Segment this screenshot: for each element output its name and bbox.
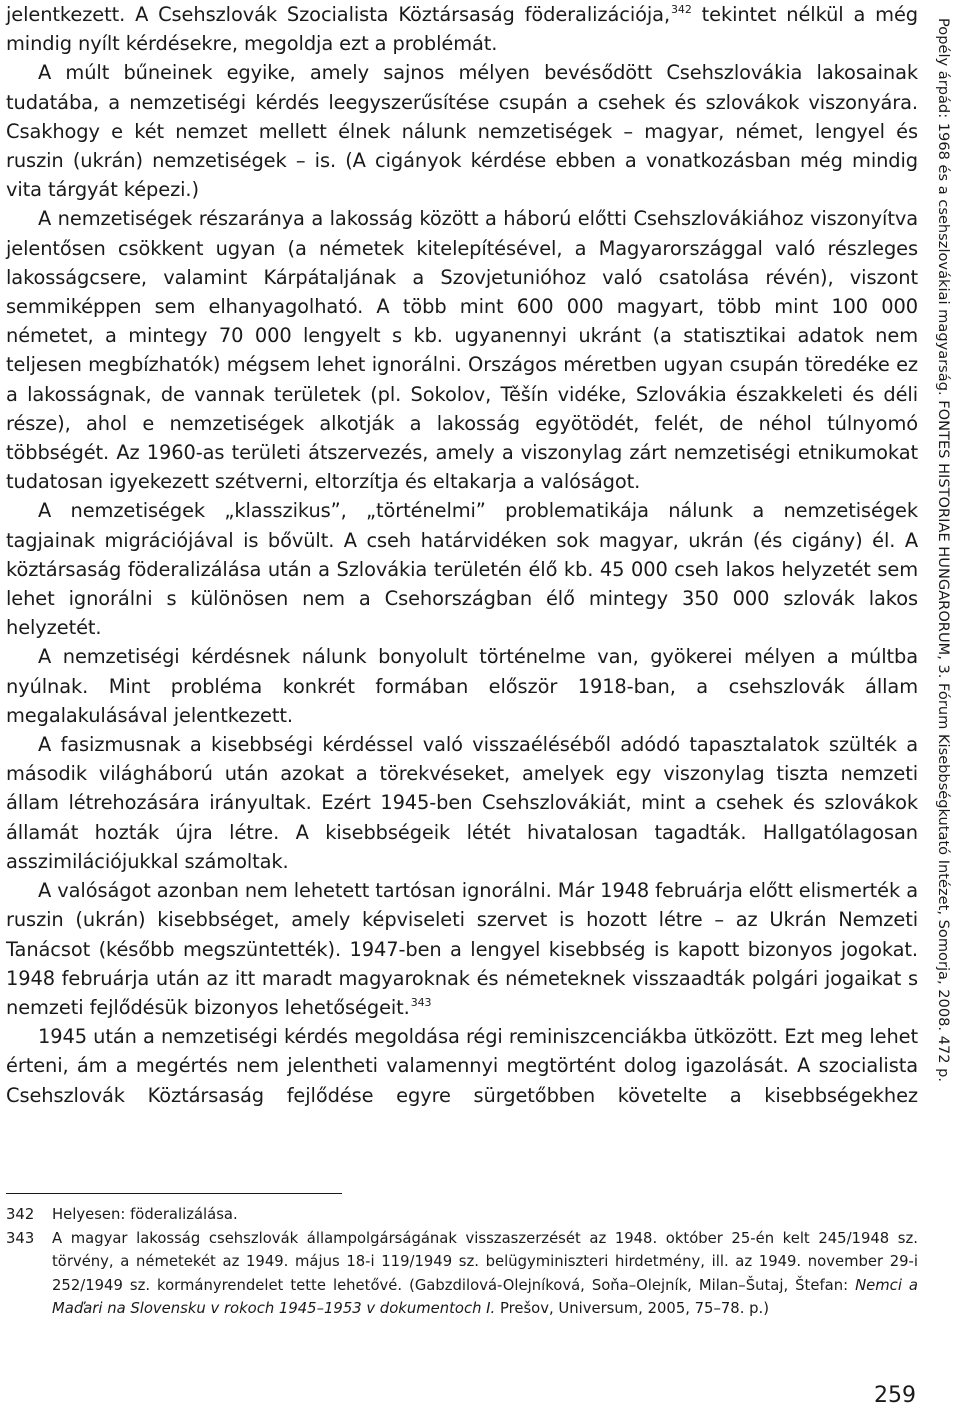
footnotes	[6, 1203, 918, 1321]
paragraph-1-text: jelentkezett. A Csehszlovák Szocialista Köztársaság föderalizációja,	[6, 3, 671, 26]
paragraph-5: A nemzetiségi kérdésnek nálunk bonyolult történelme van, gyökerei mélyen a múltba nyúlnak. Mint probléma konkrét formában először 1918-ban, a csehszlovák állam megalakulásával jelentkezett.	[6, 645, 918, 727]
paragraph-8: 1945 után a nemzetiségi kérdés megoldása régi reminiszcenciákba ütközött. Ezt meg lehet érteni, ám a megértés nem jelentheti valamennyi megtörtént dolog igazolását. A szocialista Csehszlovák Köztársaság fejlődése egyre sürgetőbben követelte a kisebbségekhez	[6, 1025, 918, 1107]
footnote-text-end: Prešov, Universum, 2005, 75–78. p.)	[495, 1300, 769, 1317]
footnote-ref-343[interactable]: 343	[410, 995, 432, 1009]
paragraph-2: A múlt bűneinek egyike, amely sajnos mélyen bevésődött Csehszlovákia lakosainak tudatába, a nemzetiségi kérdés leegyszerűsítése csupán a csehek és szlovákok viszonyára. Csakhogy e két nemzet mellett élnek nálunk nemzetiségek – magyar, német, lengyel és ruszin (ukrán) nemzetiségek – is. (A cigányok kérdése ebben a vonatkozásban még mindig vita tárgyát képezi.)	[6, 61, 918, 202]
footnote-342	[6, 1203, 918, 1227]
running-header	[928, 0, 958, 1140]
paragraph-6: A fasizmusnak a kisebbségi kérdéssel való visszaéléséből adódó tapasztalatok szülték a második világháború után azokat a törekvéseket, amelyek egy viszonylag tiszta nemzeti állam létrehozására irányultak. Ezért 1945-ben Csehszlovákiát, mint a csehek és szlovákok államát hozták újra létre. A kisebbségeik létét hivatalosan tagadták. Hallgatólagosan asszimilációjukkal számoltak.	[6, 733, 918, 873]
footnote-cited-title: Nemci a Maďari na Slovensku v rokoch 1945–1953 v dokumentoch I.	[52, 1276, 918, 1317]
footnote-number: 343	[6, 1229, 35, 1247]
footnote-text: A magyar lakosság csehszlovák állampolgárságának visszaszerzését az 1948. október 25-én kelt 245/1948 sz. törvény, a németekét az 1949. május 18-i 119/1949 sz. belügyminiszteri hirdetmény, ill. az 1949. november 29-i 252/1949 sz. kormányrendelet tette lehetővé. (Gabzdilová-Olejníková, Soňa–Olejník, Milan–Šutaj, Štefan:	[52, 1229, 918, 1294]
footnote-divider	[6, 1193, 342, 1194]
paragraph-7-text: A valóságot azonban nem lehetett tartósan ignorálni. Már 1948 februárja előtt elismerték a ruszin (ukrán) kisebbséget, amely képviseleti szervet is hozott létre – az Ukrán Nemzeti Tanácsot (később megszüntették). 1947-ben a lengyel kisebbség is kapott bizonyos jogokat. 1948 februárja után az itt maradt magyaroknak és németeknek visszaadták polgári jogaikat s nemzeti fejlődésük bizonyos lehetőségeit.	[6, 879, 918, 1019]
paragraph-3: A nemzetiségek részaránya a lakosság között a háború előtti Csehszlovákiához viszonyítva jelentősen csökkent ugyan (a németek kitelepítésével, a Magyarországgal való részleges lakosságcsere, valamint Kárpátaljának a Szovjetunióhoz való csatolása révén), viszont semmiképpen sem elhanyagolható. A több mint 600 000 magyart, több mint 100 000 németet, a mintegy 70 000 lengyelt s kb. ugyanennyi ukránt (a statisztikai adatok nem teljesen megbízhatók) mégsem lehet ignorálni. Országos méretben ugyan csupán töredéke ez a lakosságnak, de vannak területek (pl. Sokolov, Těšín vidéke, Szlovákia északkeleti és déli része), ahol e nemzetiségek alkotják a lakosság egyötödét, felét, de néhol túlnyomó többségét. Az 1960-as területi átszervezés, amely a viszonylag zárt nemzetiségi etnikumokat tudatosan igyekezett szétverni, eltorzítja és eltakarja a valóságot.	[6, 207, 918, 494]
footnote-ref-342[interactable]: 342	[671, 3, 692, 16]
footnote-text: Helyesen: föderalizálása.	[52, 1206, 238, 1223]
paragraph-7	[6, 876, 918, 1022]
footnote-343	[6, 1227, 918, 1321]
paragraph-4: A nemzetiségek „klasszikus”, „történelmi” problematikája nálunk a nemzetiségek tagjainak migrációjával is bővült. A cseh határvidéken sok magyar, ukrán (és cigány) él. A köztársaság föderalizálása után a Szlovákia területén élő kb. 45 000 cseh lakos helyzetét sem lehet ignorálni s különösen nem a Csehországban élő mintegy 350 000 szlovák lakos helyzetét.	[6, 499, 918, 640]
page-number: 259	[874, 1383, 916, 1408]
main-text	[6, 0, 918, 1110]
running-header-text: Popély árpád: 1968 és a csehszlovákiai magyarság. FONTES HISTORIAE HUNGARORUM, 3. Fórum Kisebbségkutató Intézet, Somorja, 2008. 472 p.	[935, 18, 952, 1083]
paragraph-1-text-cont: tekintet nélkül a még mindig nyílt kérdésekre, megoldja ezt a problémát.	[6, 3, 918, 56]
paragraph-1	[6, 0, 918, 58]
footnote-number: 342	[6, 1206, 35, 1223]
